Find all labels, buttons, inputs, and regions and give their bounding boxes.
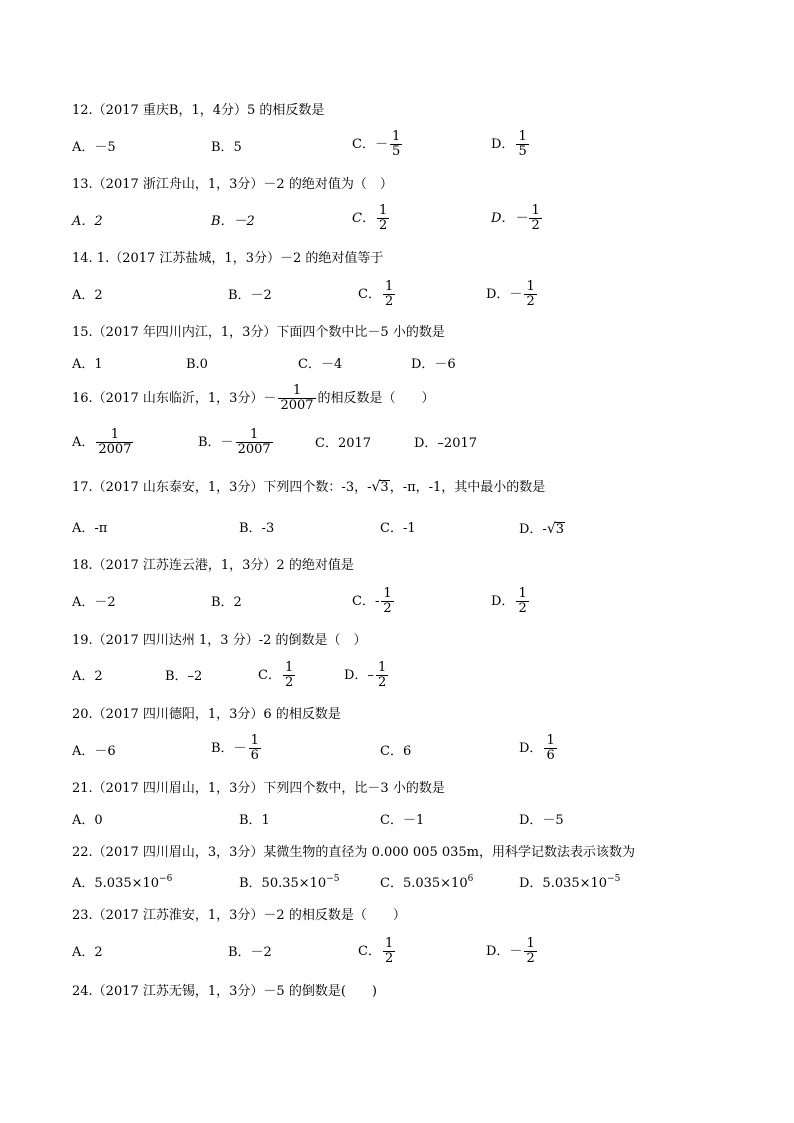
q20-option-a: A．－6 bbox=[72, 744, 116, 759]
fraction: $\frac{1}{2}$ bbox=[526, 936, 535, 966]
fraction: $\frac{1}{2}$ bbox=[518, 586, 527, 616]
question-21-stem: 21.（2017 四川眉山，1，3分）下列四个数中，比－3 小的数是 bbox=[72, 781, 445, 796]
q15-option-a: A．1 bbox=[72, 357, 103, 372]
sqrt-sign: √ bbox=[546, 521, 556, 537]
question-14-stem: 14. 1.（2017 江苏盐城，1，3分）－2 的绝对值等于 bbox=[72, 251, 384, 266]
fraction: $\frac{1}{2}$ bbox=[378, 203, 388, 233]
q17-option-d: D．-√3 bbox=[519, 521, 565, 537]
fraction: $\frac{1}{2}$ bbox=[384, 279, 394, 309]
q12-option-a: A．－5 bbox=[72, 140, 116, 155]
q12-option-c: C．－ $\frac{1}{5}$ bbox=[352, 129, 401, 159]
q16-option-d: D．–2017 bbox=[414, 436, 478, 451]
q15-option-b: B.0 bbox=[186, 357, 208, 372]
q14-option-c: C． $\frac{1}{2}$ bbox=[358, 279, 394, 309]
question-15-stem: 15.（2017 年四川内江，1，3分）下面四个数中比－5 小的数是 bbox=[72, 325, 445, 340]
question-23-stem: 23.（2017 江苏淮安，1，3分）－2 的相反数是（ ） bbox=[72, 908, 406, 923]
q18-option-a: A．－2 bbox=[72, 595, 116, 610]
q13-option-b: B．－2 bbox=[211, 214, 255, 229]
q21-option-a: A．0 bbox=[72, 813, 103, 828]
q23-option-a: A．2 bbox=[72, 945, 103, 960]
fraction: $\frac{1}{2}$ bbox=[384, 936, 394, 966]
q13-option-c: C． $\frac{1}{2}$ bbox=[352, 203, 388, 233]
q18-option-b: B．2 bbox=[211, 595, 242, 610]
q19-option-a: A．2 bbox=[72, 669, 103, 684]
q16-option-a: A． $\frac{1}{2007}$ bbox=[72, 427, 132, 457]
question-13-stem: 13.（2017 浙江舟山，1，3分）－2 的绝对值为（ ） bbox=[72, 177, 393, 192]
fraction: $\frac{1}{5}$ bbox=[518, 129, 527, 159]
fraction: $\frac{1}{5}$ bbox=[391, 129, 401, 159]
q17-option-c: C．-1 bbox=[380, 521, 416, 536]
q14-option-b: B．－2 bbox=[228, 288, 272, 303]
q23-option-c: C． $\frac{1}{2}$ bbox=[358, 936, 394, 966]
q19-option-c: C． $\frac{1}{2}$ bbox=[258, 660, 294, 690]
fraction: $\frac{1}{6}$ bbox=[546, 733, 555, 763]
fraction: $\frac{1}{2}$ bbox=[526, 279, 535, 309]
q22-option-b: B．$50.35\times 10^{-5}$ bbox=[239, 874, 340, 891]
q13-option-d: D．－ $\frac{1}{2}$ bbox=[491, 203, 540, 233]
q17-option-a: A．-π bbox=[72, 521, 108, 536]
fraction: $\frac{1}{6}$ bbox=[250, 733, 259, 763]
q19-option-d: D．– $\frac{1}{2}$ bbox=[344, 660, 387, 690]
fraction: $\frac{1}{2}$ bbox=[531, 203, 540, 233]
fraction: $\frac{1}{2}$ bbox=[284, 660, 294, 690]
question-16-stem: 16.（2017 山东临沂，1，3分）－ $\frac{1}{2007}$ 的相反数是（ ） bbox=[72, 383, 435, 413]
q15-option-d: D．－6 bbox=[411, 357, 456, 372]
q23-option-d: D．－ $\frac{1}{2}$ bbox=[486, 936, 535, 966]
q12-option-d: D． $\frac{1}{5}$ bbox=[491, 129, 527, 159]
fraction: $\frac{1}{2007}$ bbox=[280, 383, 314, 413]
q22-option-a: A．$5.035\times 10^{-6}$ bbox=[72, 874, 173, 891]
fraction: $\frac{1}{2007}$ bbox=[237, 427, 271, 457]
q22-option-d: D．$5.035\times 10^{-5}$ bbox=[519, 874, 621, 891]
q21-option-d: D．－5 bbox=[519, 813, 564, 828]
q22-option-c: C．$5.035\times 10^6$ bbox=[380, 874, 474, 891]
question-20-stem: 20.（2017 四川德阳，1，3分）6 的相反数是 bbox=[72, 707, 341, 722]
q17-option-b: B．-3 bbox=[239, 521, 275, 536]
q14-option-a: A．2 bbox=[72, 288, 103, 303]
fraction: $\frac{1}{2}$ bbox=[377, 660, 387, 690]
q16-option-c: C．2017 bbox=[315, 436, 372, 451]
fraction: $\frac{1}{2007}$ bbox=[98, 427, 132, 457]
question-19-stem: 19.（2017 四川达州 1，3 分）-2 的倒数是（ ） bbox=[72, 633, 367, 648]
q23-option-b: B．－2 bbox=[228, 945, 272, 960]
q21-option-b: B．1 bbox=[239, 813, 270, 828]
q20-option-d: D． $\frac{1}{6}$ bbox=[519, 733, 555, 763]
q18-option-d: D． $\frac{1}{2}$ bbox=[491, 586, 527, 616]
question-22-stem: 22.（2017 四川眉山，3，3分）某微生物的直径为 0.000 005 035m，用科学记数法表示该数为 bbox=[72, 845, 635, 860]
q12-option-b: B．5 bbox=[211, 140, 242, 155]
q21-option-c: C．－1 bbox=[380, 813, 425, 828]
q20-option-b: B．－ $\frac{1}{6}$ bbox=[211, 733, 259, 763]
question-17-stem: 17.（2017 山东泰安，1，3分）下列四个数：-3，-√3，-π，-1，其中最小的数是 bbox=[72, 479, 546, 495]
q18-option-c: C．- $\frac{1}{2}$ bbox=[352, 586, 392, 616]
sqrt-sign: √ bbox=[371, 479, 381, 495]
q13-option-a: A．2 bbox=[72, 214, 103, 229]
q15-option-c: C．－4 bbox=[298, 357, 343, 372]
q20-option-c: C．6 bbox=[380, 744, 412, 759]
fraction: $\frac{1}{2}$ bbox=[383, 586, 392, 616]
question-12-stem: 12.（2017 重庆B，1，4分）5 的相反数是 bbox=[72, 103, 325, 118]
question-18-stem: 18.（2017 江苏连云港，1，3分）2 的绝对值是 bbox=[72, 558, 354, 573]
q19-option-b: B．–2 bbox=[165, 669, 203, 684]
q16-option-b: B．－ $\frac{1}{2007}$ bbox=[198, 427, 271, 457]
question-24-stem: 24.（2017 江苏无锡，1，3分）－5 的倒数是( ) bbox=[72, 984, 377, 999]
q14-option-d: D．－ $\frac{1}{2}$ bbox=[486, 279, 535, 309]
